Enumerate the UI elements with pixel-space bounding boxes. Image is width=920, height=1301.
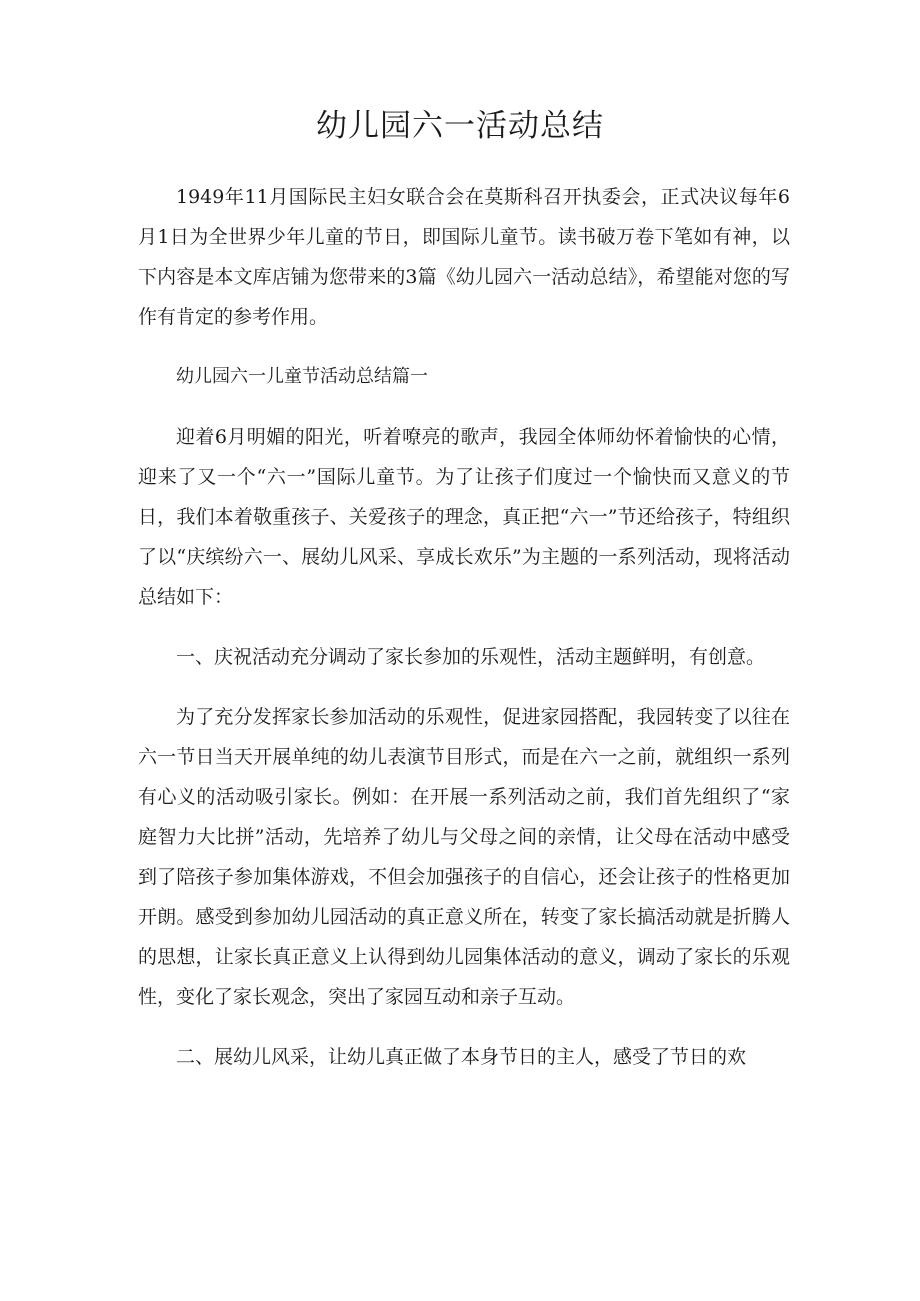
point-one-paragraph: 一、庆祝活动充分调动了家长参加的乐观性，活动主题鲜明，有创意。 — [176, 646, 766, 668]
section-heading: 幼儿园六一儿童节活动总结篇一 — [176, 366, 428, 387]
body-paragraph: 为了充分发挥家长参加活动的乐观性，促进家园搭配，我园转变了以往在六一节日当天开展单纯的幼儿表演节目形式，而是在六一之前，就组织一系列有心义的活动吸引家长。例如：在开展一系列活动之前，我们首先组织了“家庭智力大比拼”活动，先培养了幼儿与父母之间的亲情，让父母在活动中感受到了陪孩子参加集体游戏，不但会加强孩子的自信心，还会让孩子的性格更加开朗。感受到参加幼儿园活动的真正意义所在，转变了家长搞活动就是折腾人的思想，让家长真正意义上认得到幼儿园集体活动的意义，调动了家长的乐观性，变化了家长观念，突出了家园互动和亲子互动。 — [138, 706, 790, 1008]
intro-paragraph: 1949年11月国际民主妇女联合会在莫斯科召开执委会，正式决议每年6月1日为全世界少年儿童的节日，即国际儿童节。读书破万卷下笔如有神，以下内容是本文库店铺为您带来的3篇《幼儿园六一活动总结》，希望能对您的写作有肯定的参考作用。 — [138, 186, 790, 328]
document-title: 幼儿园六一活动总结 — [316, 108, 604, 144]
body-paragraph: 迎着6月明媚的阳光，听着嘹亮的歌声，我园全体师幼怀着愉快的心情，迎来了又一个“六一”国际儿童节。为了让孩子们度过一个愉快而又意义的节日，我们本着敬重孩子、关爱孩子的理念，真正把“六一”节还给孩子，特组织了以“庆缤纷六一、展幼儿风采、享成长欢乐”为主题的一系列活动，现将活动总结如下： — [138, 426, 790, 608]
document-body — [138, 177, 790, 1097]
point-two-paragraph: 二、展幼儿风采，让幼儿真正做了本身节日的主人，感受了节日的欢 — [176, 1046, 747, 1068]
